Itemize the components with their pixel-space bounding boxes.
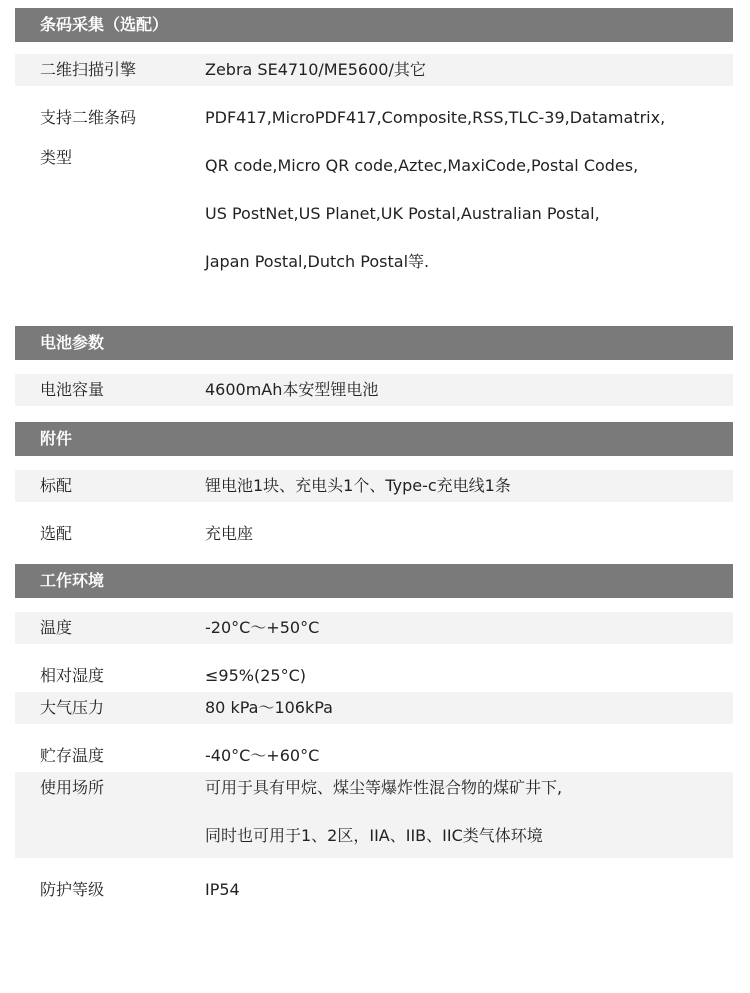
spec-label: 防护等级: [40, 880, 105, 899]
section-header-barcode: 条码采集（选配）: [15, 8, 733, 42]
spec-value: 80 kPa～106kPa: [205, 698, 333, 717]
section-header-battery: 电池参数: [15, 326, 733, 360]
spec-row-pressure: [15, 692, 733, 724]
spec-label: 标配: [40, 476, 73, 495]
spec-value: 可用于具有甲烷、煤尘等爆炸性混合物的煤矿井下, 同时也可用于1、2区，IIA、IIB、IIC类气体环境: [205, 778, 563, 845]
spec-value: 锂电池1块、充电头1个、Type-c充电线1条: [205, 476, 511, 495]
spec-value: 充电座: [205, 524, 254, 543]
spec-value: 4600mAh本安型锂电池: [205, 380, 379, 399]
spec-row-storage-temp: [15, 724, 733, 772]
spec-sheet: [15, 8, 733, 906]
spec-row-2d-types: [15, 86, 733, 326]
spec-label: 使用场所: [40, 778, 105, 797]
spec-label: 温度: [40, 618, 73, 637]
spec-label: 电池容量: [40, 380, 105, 399]
spec-row-humidity: [15, 644, 733, 692]
section-header-accessories: 附件: [15, 422, 733, 456]
spec-label: 选配: [40, 524, 73, 543]
spec-row-battery-capacity: [15, 374, 733, 406]
spec-row-standard: [15, 470, 733, 502]
spec-value: -20°C～+50°C: [205, 618, 320, 637]
spec-label: 大气压力: [40, 698, 105, 717]
spec-row-optional: [15, 502, 733, 550]
spec-label: 贮存温度: [40, 746, 105, 765]
spec-value: IP54: [205, 880, 240, 899]
spec-label: 二维扫描引擎: [40, 60, 137, 79]
spec-row-usage-site: [15, 772, 733, 858]
spec-label: 相对湿度: [40, 666, 105, 685]
spec-row-temperature: [15, 612, 733, 644]
spec-value: ≤95%(25°C): [205, 666, 306, 685]
spec-value: Zebra SE4710/ME5600/其它: [205, 60, 426, 79]
spec-value: PDF417,MicroPDF417,Composite,RSS,TLC-39,Datamatrix, QR code,Micro QR code,Aztec,MaxiCode,Postal Codes, US PostNet,US Planet,UK Postal,Australian Postal, Japan Postal,Dutch Postal等.: [205, 108, 666, 271]
spec-row-2d-engine: [15, 54, 733, 86]
spec-label: 支持二维条码 类型: [40, 108, 137, 167]
section-header-environment: 工作环境: [15, 564, 733, 598]
spec-row-protection: [15, 858, 733, 906]
spec-value: -40°C～+60°C: [205, 746, 320, 765]
